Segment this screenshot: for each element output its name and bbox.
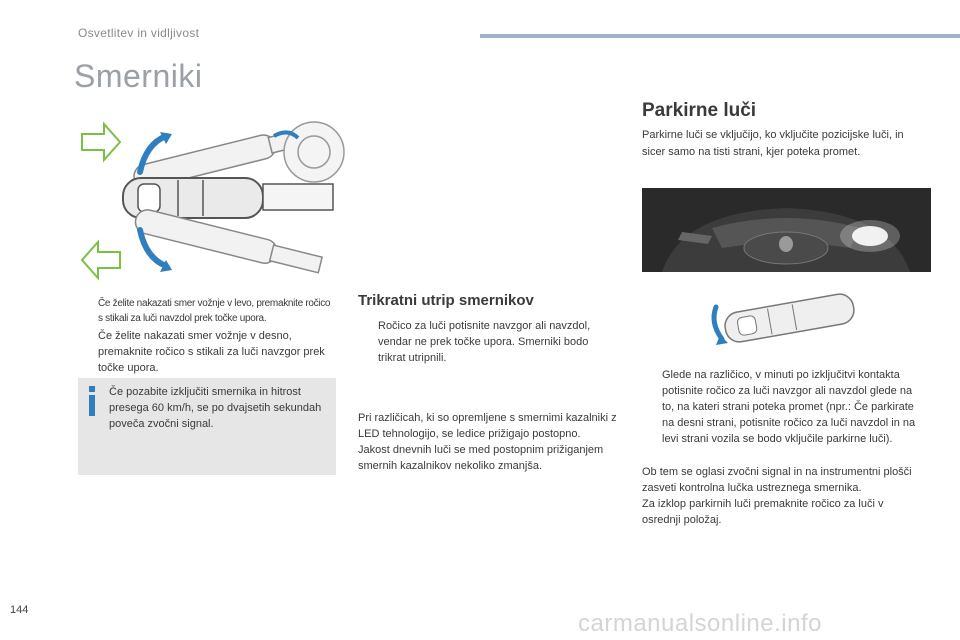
led-note: Pri različicah, ki so opremljene s smernimi kazalniki z LED tehnologijo, se ledice prižigajo postopno. Jakost dnevnih luči se med postopnim prižiganjem smernih kazalnikov nekoliko zmanjša. [358,412,617,472]
right-arrow-icon [82,124,120,160]
info-box [78,378,336,475]
triple-flash-heading: Trikratni utrip smernikov [358,292,534,309]
left-arrow-icon [82,242,120,278]
parking-stalk-diagram [700,285,875,357]
header-bar [480,34,960,38]
triple-flash-instruction: Ročico za luči potisnite navzgor ali navzdol, vendar ne prek točke upora. Smerniki bodo trikrat utripnili. [378,320,591,364]
car-front-image [642,188,931,272]
parking-lights-intro: Parkirne luči se vključijo, ko vključite pozicijske luči, in sicer samo na tisti strani, kjer poteka promet. [642,129,904,158]
info-icon [87,386,97,416]
turn-signal-stalk-diagram [78,112,348,282]
section-header: Osvetlitev in vidljivost [78,26,200,40]
page-title: Smerniki [74,58,203,94]
parking-lights-note: Ob tem se oglasi zvočni signal in na instrumentni plošči zasveti kontrolna lučka ustreznega smernika. Za izklop parkirnih luči premaknite ročico za luči v osrednji položaj. [642,466,912,526]
watermark: carmanualsonline.info [578,610,822,637]
page-number: 144 [10,604,29,616]
left-turn-instruction: Če želite nakazati smer vožnje v levo, premaknite ročico s stikali za luči navzdol prek točke upora. [98,298,331,324]
parking-lights-heading: Parkirne luči [642,100,757,121]
down-motion-arrow-icon [714,307,722,339]
right-turn-instruction: Če želite nakazati smer vožnje v desno, premaknite ročico s stikali za luči navzgor prek točke upora. [98,330,325,374]
steering-wheel-icon [284,122,344,182]
info-text: Če pozabite izključiti smernika in hitrost presega 60 km/h, se po dvajsetih sekundah poveča zvočni signal. [109,386,322,430]
parking-lights-instruction: Glede na različico, v minuti po izključitvi kontakta potisnite ročico za luči navzgor ali navzdol glede na to, na kateri strani poteka promet (npr.: Če parkirate na desni strani, potisnite ročico za luči navzdol in na levi strani vozila se bodo vključile parkirne luči). [662,369,916,445]
